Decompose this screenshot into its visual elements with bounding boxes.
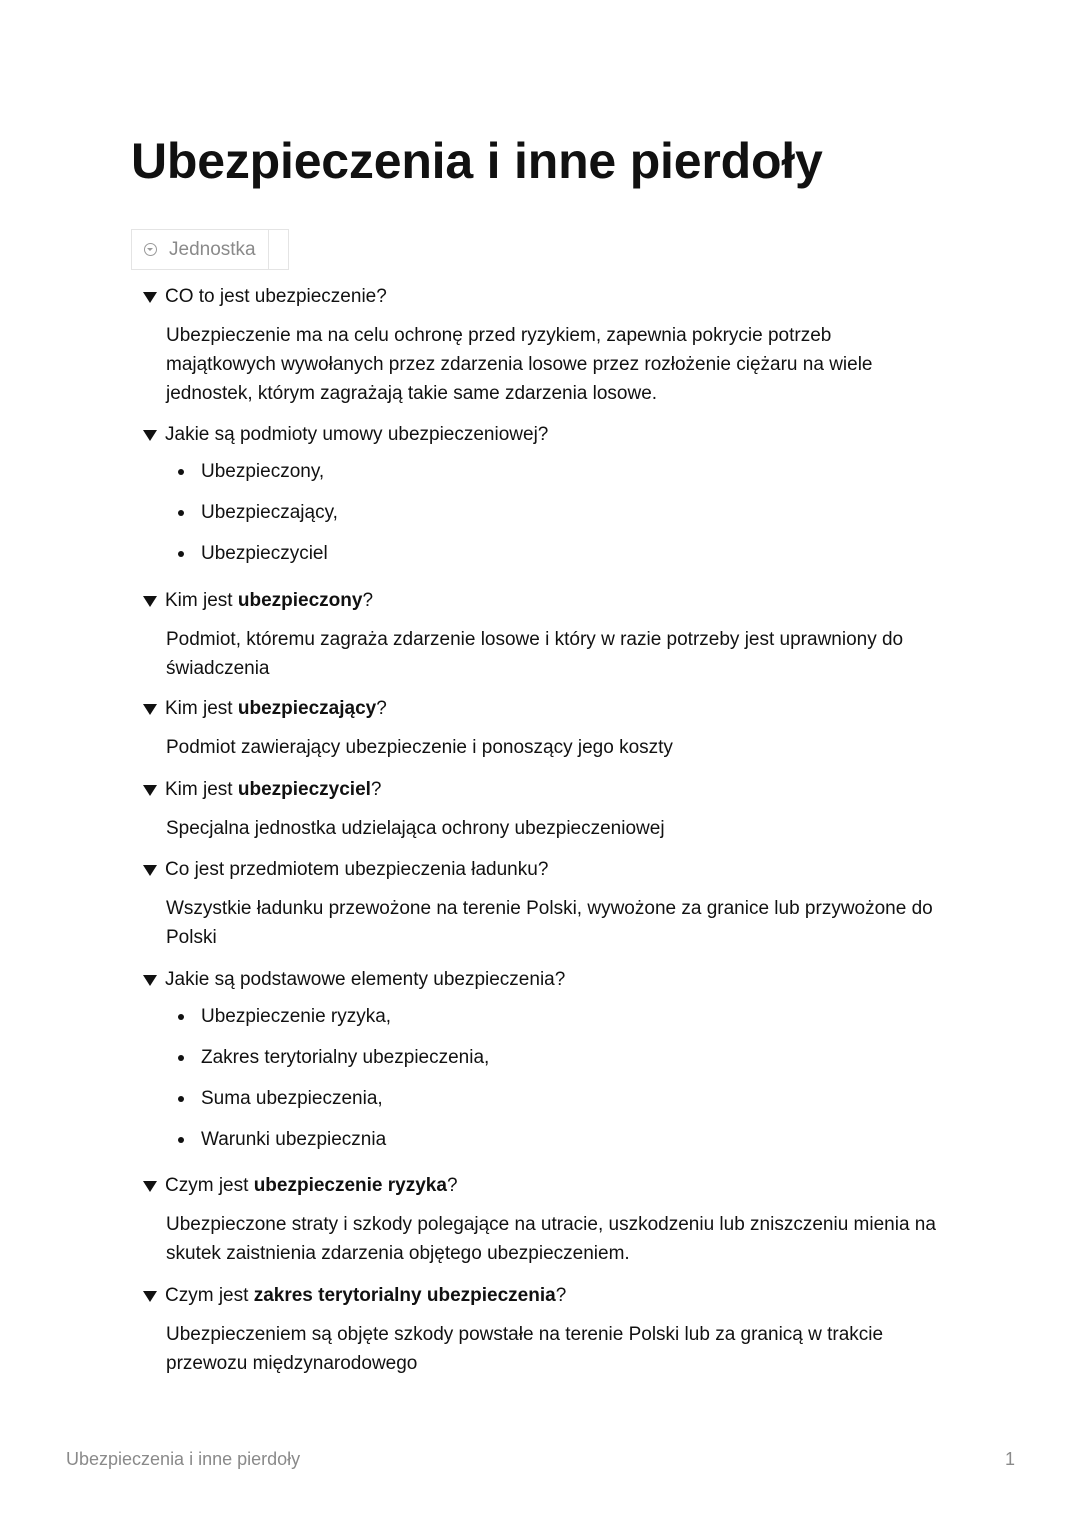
bullet-list	[166, 457, 943, 580]
list-item	[166, 1125, 943, 1166]
question-bold-text: zakres terytorialny ubezpieczenia	[253, 1285, 556, 1306]
question-text: ?	[376, 698, 387, 719]
toggle-body	[166, 625, 943, 683]
toggle-answer: Podmiot, któremu zagraża zdarzenie losowe i który w razie potrzeby jest uprawniony do świadczenia	[166, 629, 904, 679]
question-text: ?	[446, 1175, 458, 1196]
toggle-block	[143, 283, 943, 404]
property-tag-label: Jednostka	[169, 239, 256, 260]
toggle-answer: Ubezpieczone straty i szkody polegające na utracie, uszkodzeniu lub zniszczeniu mienia na skutek zaistnienia zdarzenia objętego ubezpieczeniem.	[166, 1214, 936, 1264]
toggle-block	[143, 966, 943, 1150]
toggle-question	[165, 1285, 566, 1307]
question-text: Kim jest	[165, 779, 238, 800]
property-tag-divider	[268, 230, 269, 269]
question-text: Jakie są podstawowe elementy ubezpieczenia?	[165, 969, 566, 990]
toggle-arrow-icon[interactable]	[143, 704, 157, 715]
toggle-body	[166, 814, 943, 843]
question-text: ?	[370, 779, 382, 800]
list-item	[166, 1002, 943, 1043]
toggle-question	[165, 1175, 458, 1197]
question-text: Co jest przedmiotem ubezpieczenia ładunku?	[165, 859, 549, 880]
toggle-block	[143, 587, 943, 679]
list-item-label: Zakres terytorialny ubezpieczenia,	[201, 1047, 490, 1068]
select-dropdown-icon	[144, 243, 157, 256]
list-item	[166, 498, 943, 539]
question-bold-text: ubezpieczony	[237, 590, 363, 611]
toggle-block	[143, 776, 943, 839]
question-text: Kim jest	[165, 698, 238, 719]
toggle-block	[143, 695, 943, 758]
toggle-question	[165, 424, 548, 446]
toggle-arrow-icon[interactable]	[143, 785, 157, 796]
toggle-arrow-icon[interactable]	[143, 975, 157, 986]
toggle-header[interactable]	[143, 283, 943, 311]
toggle-question	[165, 698, 387, 720]
bullet-dot-icon	[178, 469, 184, 475]
question-text: CO to jest ubezpieczenie?	[165, 286, 387, 307]
toggle-question	[165, 286, 387, 308]
toggle-answer: Ubezpieczenie ma na celu ochronę przed ryzykiem, zapewnia pokrycie potrzeb majątkowych wywołanych przez zdarzenia losowe przez rozłożenie ciężaru na wiele jednostek, którym zagrażają takie same zdarzenia losowe.	[166, 325, 873, 404]
toggle-question	[165, 590, 373, 612]
toggle-arrow-icon[interactable]	[143, 1181, 157, 1192]
question-text: Czym jest	[165, 1285, 254, 1306]
question-bold-text: ubezpieczenie ryzyka	[253, 1175, 447, 1196]
toggle-body	[166, 1210, 943, 1268]
toggle-arrow-icon[interactable]	[143, 596, 157, 607]
list-item-label: Ubezpieczenie ryzyka,	[201, 1006, 392, 1027]
toggle-body	[166, 321, 943, 408]
toggle-body	[166, 733, 943, 762]
footer-title: Ubezpieczenia i inne pierdoły	[66, 1449, 301, 1469]
toggle-answer: Podmiot zawierający ubezpieczenie i ponoszący jego koszty	[166, 737, 673, 758]
question-bold-text: ubezpieczyciel	[237, 779, 371, 800]
list-item	[166, 539, 943, 580]
list-item-label: Suma ubezpieczenia,	[201, 1088, 383, 1109]
page-number: 1	[1004, 1449, 1015, 1469]
toggle-answer: Ubezpieczeniem są objęte szkody powstałe na terenie Polski lub za granicą w trakcie przewozu międzynarodowego	[166, 1324, 884, 1374]
toggle-block	[143, 421, 943, 564]
toggle-body	[166, 1002, 943, 1166]
question-text: ?	[362, 590, 374, 611]
bullet-dot-icon	[178, 1014, 184, 1020]
bullet-dot-icon	[178, 1137, 184, 1143]
toggle-header[interactable]	[143, 1282, 943, 1310]
bullet-dot-icon	[178, 1055, 184, 1061]
toggle-body	[166, 894, 943, 952]
question-text: Jakie są podmioty umowy ubezpieczeniowej?	[165, 424, 549, 445]
bullet-dot-icon	[178, 1096, 184, 1102]
bullet-list	[166, 1002, 943, 1166]
list-item-label: Ubezpieczający,	[201, 502, 338, 523]
toggle-arrow-icon[interactable]	[143, 1291, 157, 1302]
list-item	[166, 1084, 943, 1125]
toggle-arrow-icon[interactable]	[143, 292, 157, 303]
question-bold-text: ubezpieczający	[237, 698, 377, 719]
bullet-dot-icon	[178, 510, 184, 516]
toggle-body	[166, 457, 943, 580]
list-item-label: Warunki ubezpiecznia	[201, 1129, 387, 1150]
list-item-label: Ubezpieczyciel	[201, 543, 328, 564]
property-tag[interactable]	[131, 229, 289, 270]
toggle-arrow-icon[interactable]	[143, 430, 157, 441]
list-item	[166, 1043, 943, 1084]
toggle-question	[165, 859, 548, 881]
toggle-answer: Wszystkie ładunku przewożone na terenie Polski, wywożone za granice lub przywożone do Polski	[166, 898, 933, 948]
toggle-header[interactable]	[143, 695, 943, 723]
toggle-header[interactable]	[143, 421, 943, 449]
toggle-body	[166, 1320, 943, 1378]
toggle-header[interactable]	[143, 1172, 943, 1200]
toggle-header[interactable]	[143, 856, 943, 884]
question-text: Czym jest	[165, 1175, 254, 1196]
list-item	[166, 457, 943, 498]
toggle-arrow-icon[interactable]	[143, 865, 157, 876]
toggle-header[interactable]	[143, 776, 943, 804]
toggle-question	[165, 969, 565, 991]
toggle-question	[165, 779, 382, 801]
toggle-block	[143, 856, 943, 948]
toggle-block	[143, 1172, 943, 1264]
toggle-block	[143, 1282, 943, 1374]
toggle-header[interactable]	[143, 966, 943, 994]
toggle-header[interactable]	[143, 587, 943, 615]
question-text: Kim jest	[165, 590, 238, 611]
bullet-dot-icon	[178, 551, 184, 557]
question-text: ?	[555, 1285, 567, 1306]
list-item-label: Ubezpieczony,	[201, 461, 325, 482]
toggle-answer: Specjalna jednostka udzielająca ochrony ubezpieczeniowej	[166, 818, 665, 839]
page-title: Ubezpieczenia i inne pierdoły	[131, 133, 823, 189]
